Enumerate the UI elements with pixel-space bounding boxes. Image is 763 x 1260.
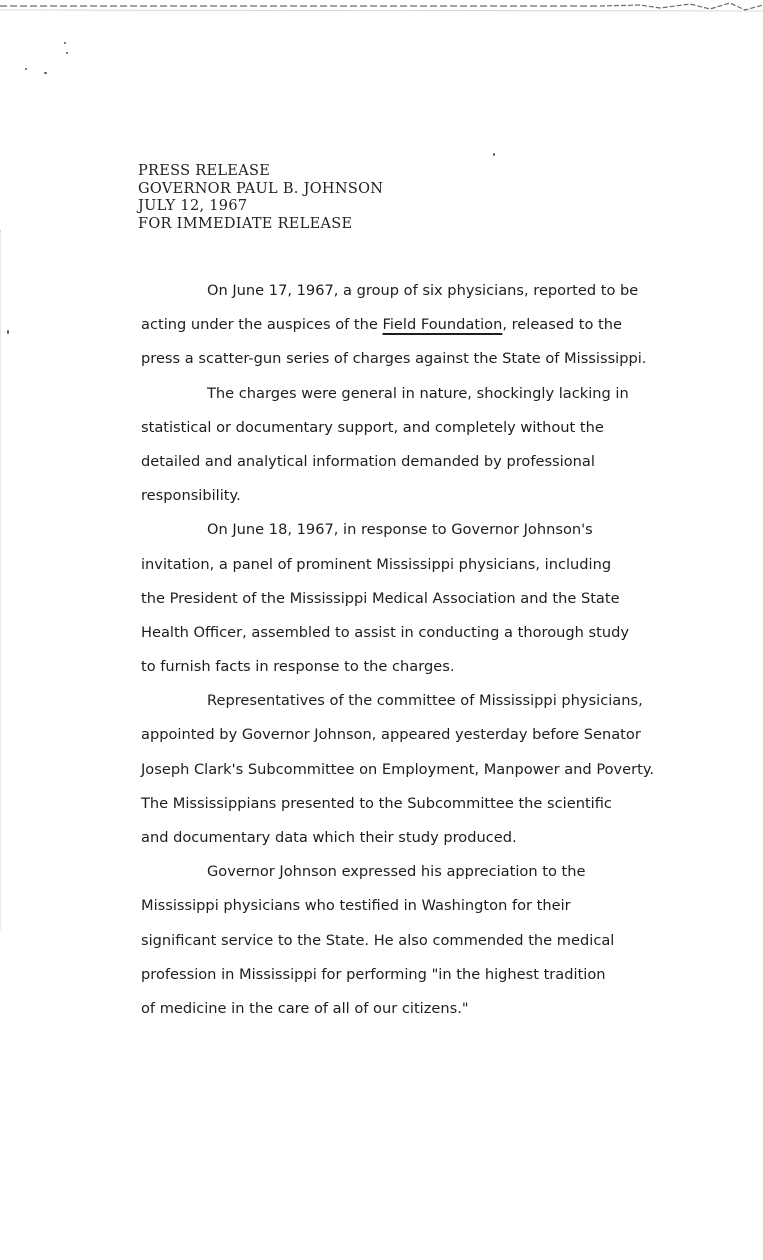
body-line: detailed and analytical information demanded by professional: [141, 452, 595, 470]
torn-top-edge: [0, 0, 763, 14]
press-release-header: [138, 163, 383, 233]
scan-speck: [493, 153, 495, 156]
body-line: invitation, a panel of prominent Mississippi physicians, including: [141, 555, 612, 573]
body-line: and documentary data which their study produced.: [141, 829, 517, 846]
scan-speck: [25, 68, 27, 70]
body-line: to furnish facts in response to the charges.: [141, 658, 455, 676]
body-line: Mississippi physicians who testified in Washington for their: [141, 897, 571, 915]
body-line: [141, 315, 681, 349]
header-release-note: FOR IMMEDIATE RELEASE: [138, 215, 353, 232]
scan-speck: [44, 72, 47, 74]
body-line: appointed by Governor Johnson, appeared yesterday before Senator: [141, 726, 641, 744]
body-line: On June 18, 1967, in response to Governor Johnson's: [207, 521, 593, 539]
header-governor: GOVERNOR PAUL B. JOHNSON: [138, 180, 384, 197]
header-title: PRESS RELEASE: [138, 163, 271, 179]
body-line: Governor Johnson expressed his appreciation to the: [207, 863, 586, 881]
torn-edge-line: [0, 1, 763, 14]
body-line: Joseph Clark's Subcommittee on Employment, Manpower and Poverty.: [141, 760, 655, 778]
press-release-body: [141, 281, 681, 1033]
scan-speck: [64, 42, 66, 44]
body-line: The Mississippians presented to the Subcommittee the scientific: [141, 794, 612, 812]
body-text-segment: , released to the: [502, 316, 622, 334]
body-line: responsibility.: [141, 487, 241, 505]
left-margin-artifacts: [0, 230, 7, 930]
body-line: profession in Mississippi for performing "in the highest tradition: [141, 965, 606, 983]
body-line: Representatives of the committee of Mississippi physicians,: [207, 692, 643, 710]
header-date: JULY 12, 1967: [138, 198, 248, 214]
body-line: significant service to the State. He also commended the medical: [141, 931, 615, 949]
body-line: statistical or documentary support, and completely without the: [141, 418, 604, 436]
body-line: The charges were general in nature, shockingly lacking in: [207, 384, 629, 402]
scan-speck: [66, 52, 68, 54]
field-foundation-underlined: Field Foundation: [382, 316, 503, 334]
body-line: the President of the Mississippi Medical Association and the State: [141, 589, 620, 607]
scan-speck: [7, 330, 9, 334]
body-line: of medicine in the care of all of our citizens.": [141, 999, 469, 1017]
body-line: press a scatter-gun series of charges against the State of Mississippi.: [141, 350, 647, 368]
body-line: Health Officer, assembled to assist in conducting a thorough study: [141, 623, 630, 641]
body-line: On June 17, 1967, a group of six physicians, reported to be: [207, 282, 639, 299]
body-text-segment: acting under the auspices of the: [141, 316, 383, 334]
